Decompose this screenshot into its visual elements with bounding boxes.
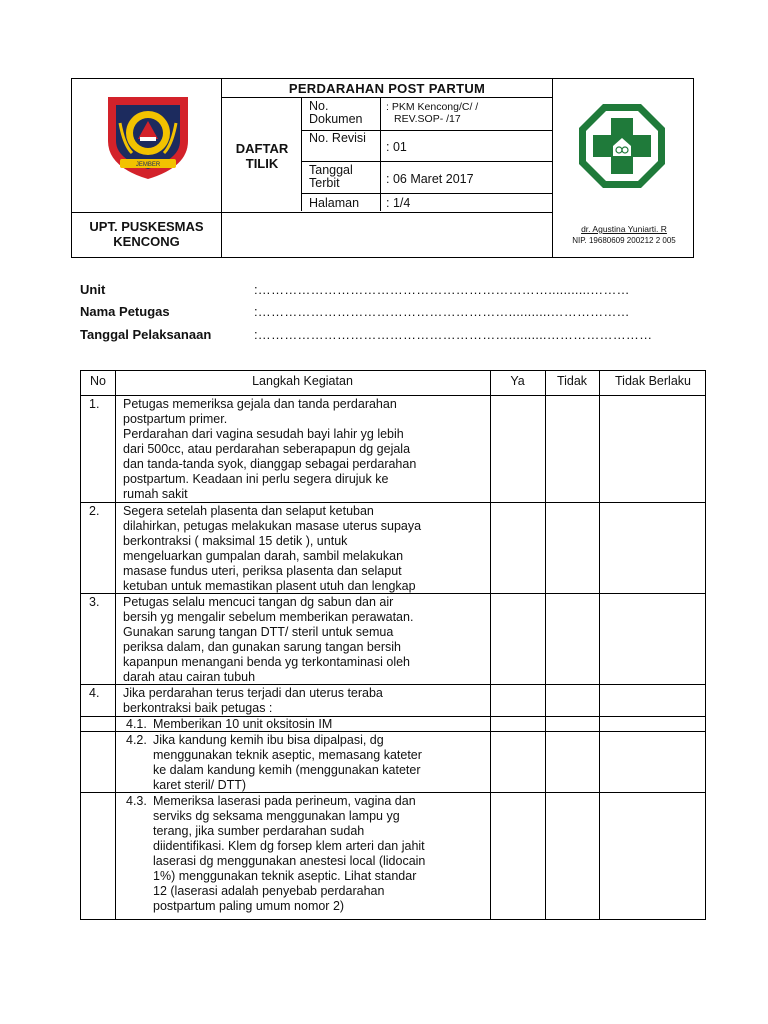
sub-step: 4.1. Memberikan 10 unit oksitosin IM — [126, 717, 333, 731]
jember-regency-emblem-logo — [102, 93, 194, 181]
row-number: 1. — [89, 397, 100, 411]
row-number: 2. — [89, 504, 100, 518]
column-divider — [490, 371, 491, 919]
step-text: Petugas memeriksa gejala dan tanda perdarahan postpartum primer. Perdarahan dari vagina sesudah bayi lahir yg lebih dari 500cc, atau perdarahan seberapapun dg gejala dan tanda-tanda syok, dianggap sebagai perdarahan postpartum. Keadaan ini perlu segera dirujuk ke rumah sakit — [123, 397, 417, 501]
row-number: 4. — [89, 686, 100, 700]
field-label-unit: Unit — [80, 282, 106, 297]
header-divider — [552, 79, 553, 257]
signatory-name: dr. Agustina Yuniarti. R — [581, 224, 667, 234]
signatory-block — [554, 224, 694, 246]
meta-divider — [301, 193, 552, 194]
header-no: No — [90, 374, 106, 388]
field-label-tanggal-pelaksanaan: Tanggal Pelaksanaan — [80, 327, 212, 342]
document-header — [71, 78, 694, 258]
meta-value-no-dokumen: : PKM Kencong/C/ / REV.SOP- /17 — [386, 101, 479, 125]
svg-text:JEMBER: JEMBER — [135, 162, 161, 168]
row-divider — [81, 395, 705, 396]
column-divider — [599, 371, 600, 919]
meta-label-no-revisi: No. Revisi — [309, 131, 366, 145]
field-input-tanggal-pelaksanaan[interactable]: :…………………………………………………..........…………………… — [254, 327, 653, 342]
header-divider — [72, 212, 552, 213]
meta-label-tanggal-terbit: Tanggal Terbit — [309, 163, 353, 190]
organization-name: UPT. PUSKESMAS KENCONG — [89, 219, 204, 249]
meta-value-no-revisi: : 01 — [386, 140, 407, 154]
header-divider — [221, 97, 552, 98]
puskesmas-health-logo — [575, 100, 669, 192]
column-divider — [115, 371, 116, 919]
header-langkah-kegiatan: Langkah Kegiatan — [252, 374, 353, 388]
field-input-unit[interactable]: :…………………………………………………………...........……… — [254, 282, 630, 297]
step-text: Jika perdarahan terus terjadi dan uterus teraba berkontraksi baik petugas : — [123, 686, 383, 715]
header-tidak: Tidak — [556, 374, 588, 388]
sub-step: 4.2. Jika kandung kemih ibu bisa dipalpasi, dg menggunakan teknik aseptic, memasang kateter ke dalam kandung kemih (menggunakan kateter karet steril/ DTT) — [126, 733, 422, 792]
sub-step: 4.3. Memeriksa laserasi pada perineum, vagina dan serviks dg seksama menggunakan lampu yg terang, jika sumber perdarahan sudah diidentifikasi. Klem dg forsep klem arteri dan jahit laserasi dg menggunakan anestesi local (lidocain 1%) menggunakan teknik aseptic. Lihat standar 12 (laserasi adalah penyebab perdarahan postpartum paling umum nomor 2) — [126, 794, 426, 913]
document-title: PERDARAHAN POST PARTUM — [288, 81, 486, 96]
meta-label-no-dokumen: No. Dokumen — [309, 99, 363, 126]
column-divider — [545, 371, 546, 919]
signatory-nip: NIP. 19680609 200212 2 005 — [572, 236, 676, 245]
form-type-label: DAFTAR TILIK — [235, 141, 289, 171]
header-ya: Ya — [510, 374, 525, 388]
meta-label-halaman: Halaman — [309, 196, 360, 210]
step-text: Petugas selalu mencuci tangan dg sabun dan air bersih yg mengalir sebelum memberikan perawatan. Gunakan sarung tangan DTT/ steril untuk semua periksa dalam, dan gunakan sarung tangan bersih kapanpun menangani benda yg terkontaminasi oleh darah atau cairan tubuh — [123, 595, 414, 684]
row-divider — [81, 502, 705, 503]
header-tidak-berlaku: Tidak Berlaku — [615, 374, 691, 388]
field-input-nama-petugas[interactable]: :…………………………………………………...........……………… — [254, 304, 630, 319]
step-text: Segera setelah plasenta dan selaput ketuban dilahirkan, petugas melakukan masase uterus supaya berkontraksi ( maksimal 15 detik ), untuk mengeluarkan gumpalan darah, sambil melakukan masase fundus uteri, periksa plasenta dan selaput ketuban untuk memastikan plasent utuh dan lengkap — [123, 504, 422, 593]
meta-value-tanggal-terbit: : 06 Maret 2017 — [386, 172, 474, 186]
row-number: 3. — [89, 595, 100, 609]
meta-divider — [301, 161, 552, 162]
field-label-nama-petugas: Nama Petugas — [80, 304, 170, 319]
checklist-table — [80, 370, 706, 920]
meta-value-halaman: : 1/4 — [386, 196, 411, 210]
